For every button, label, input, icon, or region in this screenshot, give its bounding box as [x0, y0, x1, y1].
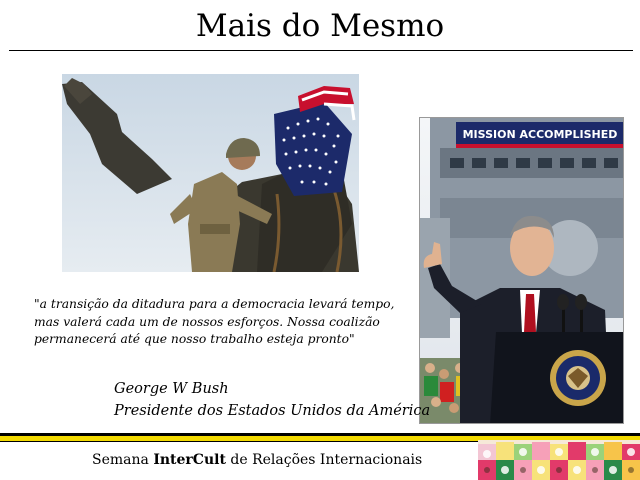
quote-text: "a transição da ditadura para a democracia levará tempo, mas valerá cada um de nossos esforços. Nossa coalizão permanecerá até que nosso trabalho esteja pronto"	[34, 297, 395, 346]
statue-flag-image	[62, 74, 359, 272]
statue-photo	[62, 74, 359, 272]
footer-text	[92, 452, 422, 468]
attribution-block	[114, 378, 430, 422]
intercult-logo-mosaic	[478, 440, 640, 480]
footer-brand: InterCult	[153, 452, 226, 468]
mission-banner-text: MISSION ACCOMPLISHED	[462, 128, 618, 141]
footer-suffix: de Relações Internacionais	[230, 452, 423, 468]
mosaic-logo-icon	[478, 440, 640, 480]
author-role: Presidente dos Estados Unidos da América	[114, 403, 431, 419]
author-name: George W Bush	[114, 381, 229, 397]
carrier-speech-image	[420, 118, 624, 424]
footer-prefix: Semana	[92, 452, 149, 468]
title-divider	[9, 50, 633, 51]
mission-accomplished-photo	[419, 117, 624, 424]
slide-title: Mais do Mesmo	[195, 8, 445, 44]
